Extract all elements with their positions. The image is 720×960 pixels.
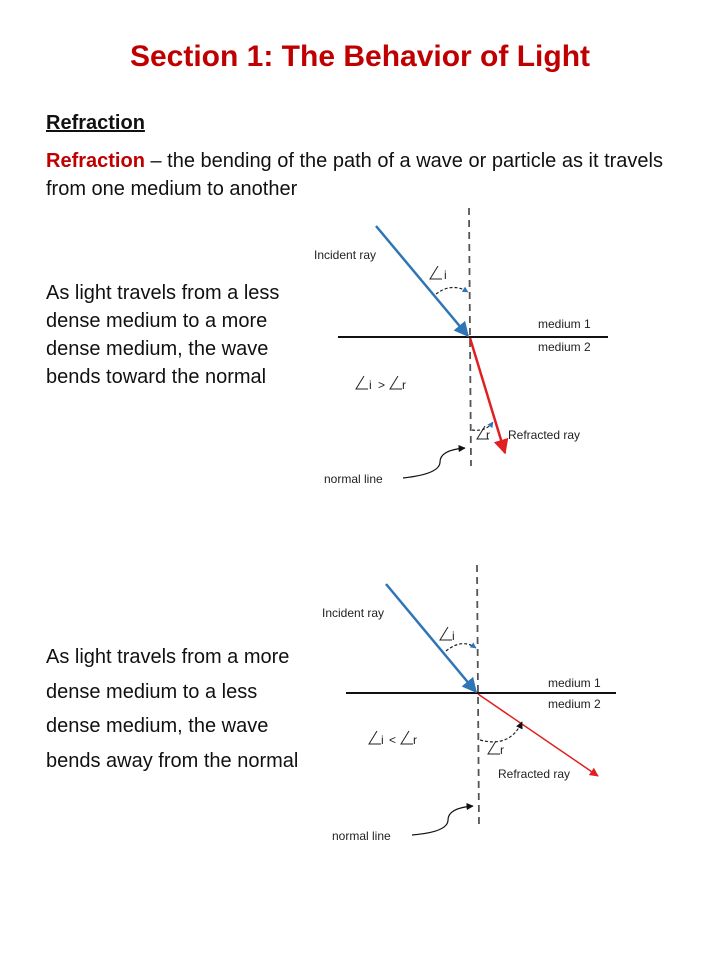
normal-line-2 [477, 565, 479, 826]
para2-line: dense medium to a less [46, 680, 258, 703]
para2-line: bends away from the normal [46, 749, 299, 772]
relation-left-2: i [381, 733, 384, 747]
relation-right-1: r [402, 378, 406, 392]
angle-r-arc-2 [480, 722, 522, 742]
incident-label-1: Incident ray [314, 248, 377, 262]
para1-line: dense medium, the wave [46, 338, 269, 360]
angle-r-label-2: r [500, 743, 504, 757]
normal-pointer-1 [403, 448, 465, 478]
angle-symbol-icon [369, 731, 381, 744]
angle-symbol-icon [356, 376, 368, 389]
para1-line: dense medium to a more [46, 310, 268, 332]
angle-symbol-icon [401, 731, 413, 744]
normal-label-1: normal line [324, 472, 383, 486]
diagram-away-normal [322, 565, 616, 843]
definition-term: Refraction [46, 150, 145, 172]
para1-line: bends toward the normal [46, 366, 267, 388]
page-title: Section 1: The Behavior of Light [129, 40, 591, 73]
angle-i-arc-2 [446, 644, 476, 651]
medium2-label-2: medium 2 [548, 697, 601, 711]
angle-symbol-icon [390, 376, 402, 389]
relation-left-1: i [369, 378, 372, 392]
section-subheading: Refraction [46, 112, 145, 134]
incident-ray-2 [386, 584, 476, 692]
para1-line: As light travels from a less [46, 282, 280, 304]
incident-ray-1 [376, 226, 468, 336]
relation-right-2: r [413, 733, 417, 747]
angle-i-label-2: i [452, 629, 455, 643]
refracted-label-2: Refracted ray [498, 767, 571, 781]
angle-symbol-icon [440, 627, 452, 640]
angle-i-label-1: i [444, 268, 447, 282]
refracted-label-1: Refracted ray [508, 428, 581, 442]
normal-label-2: normal line [332, 829, 391, 843]
para2-line: As light travels from a more [46, 646, 290, 668]
diagram-toward-normal [314, 208, 608, 486]
angle-symbol-icon [430, 266, 442, 279]
normal-pointer-2 [412, 806, 473, 835]
definition-text: – the bending of the path of a wave or particle as it travels from one medium to another [46, 150, 663, 200]
angle-i-arc-1 [436, 287, 468, 294]
angle-r-label-1: r [486, 428, 490, 442]
angle-symbol-icon [488, 741, 500, 754]
incident-label-2: Incident ray [322, 606, 385, 620]
relation-op-2: < [389, 733, 397, 747]
para2-line: dense medium, the wave [46, 715, 269, 737]
medium2-label-1: medium 2 [538, 340, 591, 354]
relation-op-1: > [378, 378, 386, 392]
medium1-label-2: medium 1 [548, 676, 601, 690]
medium1-label-1: medium 1 [538, 317, 591, 331]
